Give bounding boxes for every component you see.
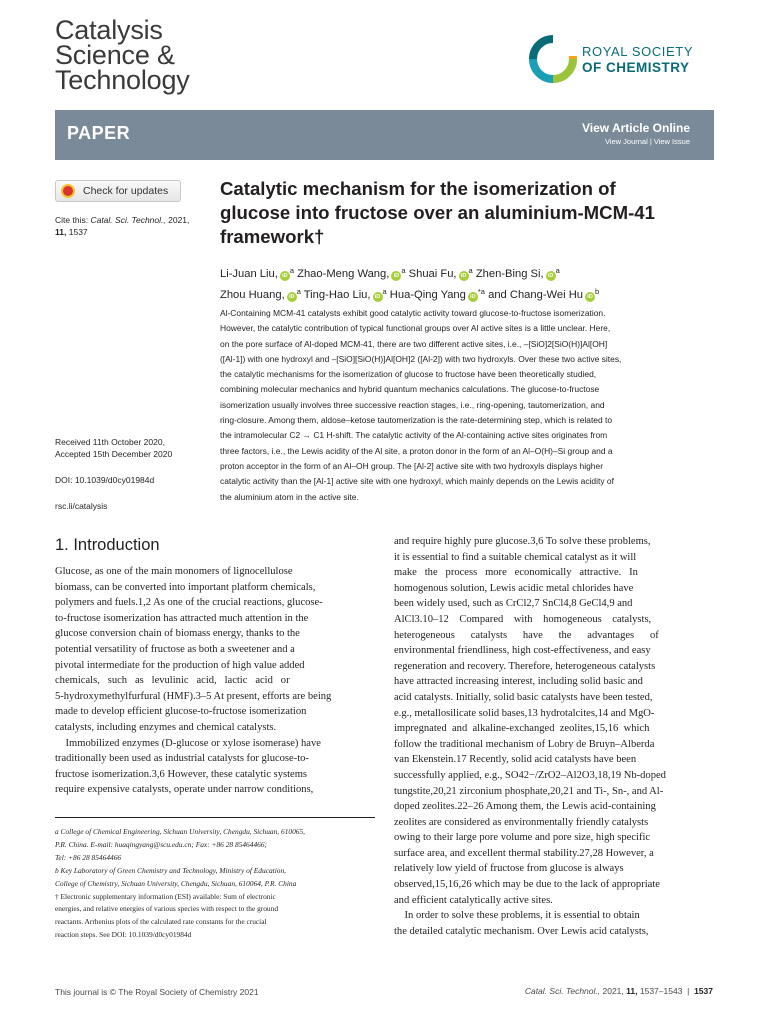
footnote-line: energies, and relative energies of various species with respect to the ground	[55, 904, 279, 914]
affiliation-marker: b	[595, 287, 600, 296]
body-column-left	[55, 564, 375, 798]
orcid-icon[interactable]: iD	[459, 271, 469, 281]
author-name[interactable]: Zhou Huang,	[220, 289, 285, 301]
footer-volume: 11,	[626, 986, 638, 996]
abstract-line: the intramolecular C2 → C1 H-shift. The catalytic activity of the Al-containing active sites originates from	[220, 430, 608, 441]
body-line: pivotal intermediate for the production of high value added	[55, 659, 305, 671]
article-dates	[55, 436, 172, 460]
publisher-name-line2: OF CHEMISTRY	[582, 60, 690, 75]
body-line: tungstite,20,21 zirconium phosphate,20,21 and Ti-, Sn-, and Al-	[394, 785, 664, 797]
journal-title-line: Catalysis	[55, 15, 163, 45]
affiliation-marker: *a	[477, 287, 485, 296]
journal-title	[55, 15, 190, 95]
cite-year: 2021,	[168, 215, 190, 225]
body-line: it is essential to find a suitable chemical catalyst as it will	[394, 551, 637, 563]
body-line: successfully applied, e.g., SO42−/ZrO2–Al2O3,18,19 Nb-doped	[394, 769, 666, 781]
author-name[interactable]: Hua-Qing Yang	[389, 289, 466, 301]
page-number: 1537	[694, 986, 713, 996]
citation-info	[55, 214, 205, 238]
body-line: and require highly pure glucose.3,6 To solve these problems,	[394, 536, 651, 547]
body-line: made to develop efficient glucose-to-fructose isomerization	[55, 706, 307, 718]
body-line: require expensive catalysts, operate under narrow conditions,	[55, 784, 314, 796]
body-line: fructose isomerization.3,6 However, these catalytic systems	[55, 768, 308, 780]
body-line: observed,15,16,26 which may be due to the lack of appropriate	[394, 879, 660, 891]
affiliation-marker: a	[289, 266, 295, 275]
accepted-date: Accepted 15th December 2020	[55, 449, 173, 459]
citation-footer: Catal. Sci. Technol., 2021, 11, 1537–1543 | 1537	[524, 986, 713, 996]
author-name[interactable]: Ting-Hao Liu,	[303, 289, 371, 301]
title-line: framework†	[220, 226, 325, 247]
body-line: regeneration and recovery. Therefore, heterogeneous catalysts	[394, 660, 656, 672]
body-line: Immobilized enzymes (D-glucose or xylose isomerase) have	[55, 737, 321, 749]
abstract-line: proton acceptor in the form of an Al–OH group. The [Al-2] active site with two hydroxyls displays higher	[220, 460, 603, 471]
cite-journal: Catal. Sci. Technol.,	[90, 215, 166, 225]
abstract-line: catalytic activity than the [Al-1] active site with one hydroxyl, which mainly depends on the Lewis acidity of	[220, 476, 614, 487]
body-line: Glucose, as one of the main monomers of lignocellulose	[55, 566, 293, 577]
affiliation-marker: a	[401, 266, 406, 275]
footnote-line: reaction steps. See DOI: 10.1039/d0cy01984d	[55, 930, 192, 940]
body-line: zeolites are considered as environmentally friendly catalysts	[394, 816, 649, 828]
author-list	[220, 262, 710, 304]
article-type-banner	[55, 110, 714, 160]
abstract-line: the catalytic mechanisms for the isomerization of glucose to fructose have been theoretically studied,	[220, 369, 597, 380]
body-line: e.g., metallosilicate solid bases,13 hydrotalcites,14 and MgO-	[394, 707, 655, 719]
abstract-line: ring-closure. Among them, aldose–ketose tautomerization is the rate-determining step, which is related to	[220, 415, 613, 426]
footnote-divider	[55, 817, 375, 818]
author-name[interactable]: Zhen-Bing Si,	[475, 268, 544, 280]
rsc-ring-icon	[528, 34, 578, 84]
cite-label: Cite this:	[55, 215, 89, 225]
journal-title-line: Technology	[55, 65, 190, 95]
received-date: Received 11th October 2020,	[55, 437, 165, 447]
abstract-line: ([Al-1]) with one hydroxyl and –[SiO][SiO(H)]Al[OH]2 ([Al-2]) with two hydroxyls. Over these two active sites,	[220, 353, 622, 364]
affiliation-marker: a	[296, 287, 301, 296]
affiliation-marker: a	[555, 266, 560, 275]
body-line: environmental friendliness, high cost-effectiveness, and easy	[394, 645, 651, 657]
orcid-icon[interactable]: iD	[546, 271, 556, 281]
abstract	[220, 306, 714, 505]
view-article-online-link[interactable]: View Article Online	[581, 121, 690, 135]
footnote-line: † Electronic supplementary information (ESI) available: Sum of electronic	[55, 891, 276, 901]
body-line: impregnated and alkaline-exchanged zeolites,15,16 which	[394, 723, 650, 735]
journal-title-line: Science &	[55, 40, 175, 70]
footer-year: 2021,	[602, 986, 624, 996]
footnote-line: Tel: +86 28 85464466	[55, 852, 122, 862]
orcid-icon[interactable]: iD	[391, 271, 401, 281]
article-title	[220, 177, 700, 249]
body-line: been widely used, such as CrCl2,7 SnCl4,8 GeCl4,9 and	[394, 598, 633, 610]
body-line: AlCl3.10–12 Compared with homogeneous catalysts,	[394, 613, 652, 625]
body-line: potential versatility of fructose as both a sweetener and a	[55, 643, 295, 655]
orcid-icon[interactable]: iD	[287, 292, 297, 302]
abstract-line: the aluminium atom in the active site.	[220, 491, 359, 502]
footnote-line: College of Chemistry, Sichuan University, Chengdu, Sichuan, 610064, P.R. China	[55, 878, 297, 888]
abstract-line: However, the catalytic contribution of typical functional groups over Al active sites is a little unclear. Here,	[220, 323, 611, 334]
journal-site-link[interactable]: rsc.li/catalysis	[55, 501, 108, 511]
body-line: biomass, can be converted into important platform chemicals,	[55, 581, 316, 593]
orcid-icon[interactable]: iD	[585, 292, 595, 302]
body-line: In order to solve these problems, it is essential to obtain	[394, 910, 640, 922]
author-name[interactable]: Li-Juan Liu,	[220, 268, 278, 280]
body-line: heterogeneous catalysts have the advantages of	[394, 629, 659, 641]
orcid-icon[interactable]: iD	[280, 271, 290, 281]
view-journal-issue-links[interactable]: View Journal | View Issue	[604, 137, 690, 146]
update-badge-icon	[61, 184, 75, 198]
body-line: acid catalysts. Initially, solid basic catalysts have been tested,	[394, 691, 653, 703]
body-line: relatively low yield of fructose from glucose is always	[394, 863, 624, 875]
body-line: homogenous solution, Lewis acidic metal chlorides have	[394, 582, 634, 594]
author-name[interactable]: and Chang-Wei Hu	[488, 289, 584, 301]
body-line: doped zeolites.22–26 Among them, the Lewis acid-containing	[394, 801, 656, 813]
cite-page: 1537	[68, 227, 88, 237]
check-for-updates-button[interactable]	[55, 180, 181, 202]
abstract-line: isomerization usually involves three successive reaction stages, i.e., ring-opening, tautomerization, and	[220, 399, 605, 410]
article-type-label: PAPER	[67, 123, 131, 143]
body-line: chemicals, such as levulinic acid, lactic acid or	[55, 675, 290, 687]
affiliation-marker: a	[382, 287, 387, 296]
body-line: have attracted increasing interest, including solid basic and	[394, 676, 643, 688]
doi-text[interactable]: DOI: 10.1039/d0cy01984d	[55, 475, 155, 485]
title-line: glucose into fructose over an aluminium-MCM-41	[220, 202, 655, 223]
publisher-name-line1: ROYAL SOCIETY	[582, 44, 694, 59]
footer-journal: Catal. Sci. Technol.,	[524, 986, 601, 996]
body-column-right	[394, 534, 714, 939]
footnote-line: a College of Chemical Engineering, Sichuan University, Chengdu, Sichuan, 610065,	[55, 827, 306, 836]
body-line: catalysts, including enzymes and chemical catalysts.	[55, 721, 277, 733]
footer-pages: 1537–1543	[639, 986, 683, 996]
abstract-line: on the pore surface of Al-doped MCM-41, there are two different active sites, i.e., –[SiO]2[SiO(H)]Al[OH]	[220, 338, 608, 349]
abstract-line: Al-Containing MCM-41 catalysts exhibit good catalytic activity toward glucose-to-fructose isomerization.	[220, 308, 606, 318]
footnote-line: b Key Laboratory of Green Chemistry and Technology, Ministry of Education,	[55, 865, 287, 875]
orcid-icon[interactable]: iD	[373, 292, 383, 302]
body-line: glucose conversion chain of biomass energy, thanks to the	[55, 628, 300, 640]
abstract-line: three factors, i.e., the Lewis acidity of the Al site, a proton donor in the form of an Al–O(H)–Si group and a	[220, 445, 613, 456]
orcid-icon[interactable]: iD	[468, 292, 478, 302]
author-name[interactable]: Zhao-Meng Wang,	[297, 268, 390, 280]
body-line: follow the traditional mechanism of Lobry de Bruyn–Alberda	[394, 738, 655, 750]
body-line: and efficient catalytically active sites.	[394, 894, 553, 906]
cite-volume: 11,	[55, 227, 67, 237]
affiliation-marker: a	[468, 266, 473, 275]
footnotes	[55, 826, 375, 942]
body-line: owing to their large pore volume and pore size, high specific	[394, 832, 651, 844]
footnote-line: reactants. Arrhenius plots of the calculated rate constants for the crucial	[55, 917, 267, 927]
body-line: make the process more economically attractive. In	[394, 567, 638, 579]
body-line: to-fructose isomerization has attracted much attention in the	[55, 612, 309, 624]
body-line: van Ekenstein.17 Recently, solid acid catalysts have been	[394, 754, 637, 766]
body-line: the detailed catalytic mechanism. Over Lewis acid catalysts,	[394, 925, 649, 937]
section-heading: 1. Introduction	[55, 536, 160, 554]
body-line: polymers and fuels.1,2 As one of the crucial reactions, glucose-	[55, 597, 323, 609]
check-for-updates-label: Check for updates	[83, 185, 169, 197]
title-line: Catalytic mechanism for the isomerization of	[220, 178, 616, 199]
body-line: 5-hydroxymethylfurfural (HMF).3–5 At present, efforts are being	[55, 690, 332, 702]
abstract-line: combining molecular mechanics and hybrid quantum mechanics calculations. The glucose-to-fructose	[220, 384, 600, 395]
footnote-line: P.R. China. E-mail: huaqingyang@scu.edu.cn; Fax: +86 28 85464466;	[55, 839, 267, 849]
author-name[interactable]: Shuai Fu,	[408, 268, 457, 280]
body-line: traditionally been used as industrial catalysts for glucose-to-	[55, 753, 309, 765]
body-line: surface area, and excellent thermal stability.27,28 However, a	[394, 847, 654, 859]
publisher-logo[interactable]	[528, 30, 718, 90]
copyright-footer: This journal is © The Royal Society of Chemistry 2021	[55, 987, 259, 997]
